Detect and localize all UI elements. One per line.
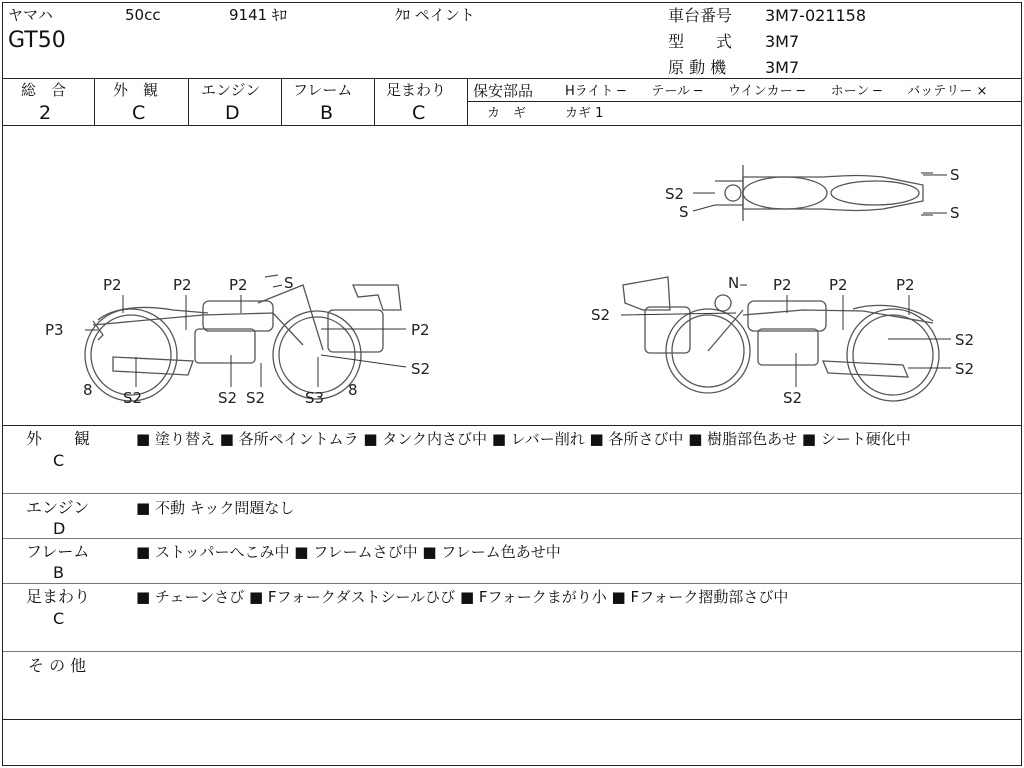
- label-p2: P2: [773, 276, 792, 294]
- suspension-grade: C: [412, 102, 426, 124]
- divider: [3, 425, 1021, 426]
- label-s2: S2: [955, 360, 975, 378]
- divider: [281, 78, 282, 126]
- remarks-frame-grade: B: [53, 563, 64, 582]
- label-8: 8: [348, 381, 358, 399]
- divider: [467, 101, 1021, 102]
- inspection-sheet: [2, 2, 1022, 766]
- label-s2: S2: [123, 389, 143, 407]
- divider: [3, 538, 1021, 539]
- remarks-suspension-label: 足まわり: [26, 587, 91, 606]
- label-p2: P2: [829, 276, 848, 294]
- label-s: S: [679, 203, 689, 221]
- label-s3: S3: [305, 389, 325, 407]
- frame-no-label: 車台番号: [668, 6, 733, 25]
- label-s: S: [950, 204, 960, 222]
- remarks-exterior-text: ■ 塗り替え ■ 各所ペイントムラ ■ タンク内さび中 ■ レバー削れ ■ 各所さび中 ■ 樹脂部色あせ ■ シート硬化中: [136, 430, 911, 448]
- label-s: S: [284, 274, 294, 292]
- label-s2: S2: [218, 389, 238, 407]
- safety-label: 保安部品: [473, 82, 534, 100]
- label-s2: S2: [246, 389, 266, 407]
- exterior-label: 外 観: [113, 81, 159, 99]
- label-s2: S2: [665, 185, 685, 203]
- remarks-exterior-label: 外 観: [26, 429, 91, 448]
- engine-grade-label: エンジン: [201, 81, 261, 99]
- label-p2: P2: [173, 276, 192, 294]
- remarks-exterior-grade: C: [53, 451, 65, 470]
- label-s2: S2: [591, 306, 611, 324]
- color: ｸﾛ ペイント: [395, 6, 475, 24]
- suspension-grade-label: 足まわり: [386, 81, 447, 99]
- label-p2: P2: [896, 276, 915, 294]
- displacement: 50cc: [125, 6, 161, 24]
- label-8: 8: [83, 381, 93, 399]
- remarks-frame-label: フレーム: [26, 542, 90, 561]
- divider: [467, 78, 468, 126]
- divider: [3, 78, 1021, 79]
- remarks-frame-text: ■ ストッパーへこみ中 ■ フレームさび中 ■ フレーム色あせ中: [136, 543, 561, 561]
- label-p2: P2: [103, 276, 122, 294]
- remarks-suspension-grade: C: [53, 609, 65, 628]
- engine-label: 原 動 機: [668, 58, 727, 77]
- type-label: 型 式: [668, 32, 733, 51]
- divider: [94, 78, 95, 126]
- type-value: 3M7: [765, 32, 800, 51]
- label-s2: S2: [783, 389, 803, 407]
- divider: [3, 583, 1021, 584]
- label-p2: P2: [229, 276, 248, 294]
- engine-grade: D: [225, 102, 240, 124]
- label-s2: S2: [955, 331, 975, 349]
- key-value: カギ 1: [565, 106, 604, 121]
- frame-grade: B: [320, 102, 334, 124]
- model-name: GT50: [8, 28, 66, 53]
- remarks-engine-text: ■ 不動 キック問題なし: [136, 499, 295, 517]
- remarks-other-label: そ の 他: [28, 656, 87, 675]
- label-s2: S2: [411, 360, 431, 378]
- damage-diagram: [3, 125, 1021, 427]
- divider: [188, 78, 189, 126]
- maker: ヤマハ: [8, 6, 53, 24]
- overall-grade: 2: [39, 102, 52, 124]
- remarks-suspension-text: ■ チェーンさび ■ Fフォークダストシールひび ■ Fフォークまがり小 ■ Fフォーク摺動部さび中: [136, 588, 789, 606]
- label-n: N: [728, 274, 740, 292]
- exterior-grade: C: [132, 102, 146, 124]
- remarks-engine-label: エンジン: [26, 498, 90, 517]
- safety-items: Hライト ─ テール ─ ウインカー ─ ホーン ─ バッテリー ×: [565, 84, 988, 99]
- bike-top-view-icon: [715, 165, 933, 221]
- divider: [374, 78, 375, 126]
- overall-label: 総 合: [21, 81, 67, 99]
- engine-value: 3M7: [765, 58, 800, 77]
- remarks-engine-grade: D: [53, 519, 66, 538]
- mileage: 9141 ｷﾛ: [229, 6, 287, 24]
- divider: [3, 651, 1021, 652]
- frame-grade-label: フレーム: [293, 81, 353, 99]
- label-p2: P2: [411, 321, 430, 339]
- frame-no: 3M7-021158: [765, 6, 867, 25]
- label-p3: P3: [45, 321, 64, 339]
- key-label: カ ギ: [487, 106, 527, 121]
- divider: [3, 719, 1021, 720]
- label-s: S: [950, 166, 960, 184]
- divider: [3, 493, 1021, 494]
